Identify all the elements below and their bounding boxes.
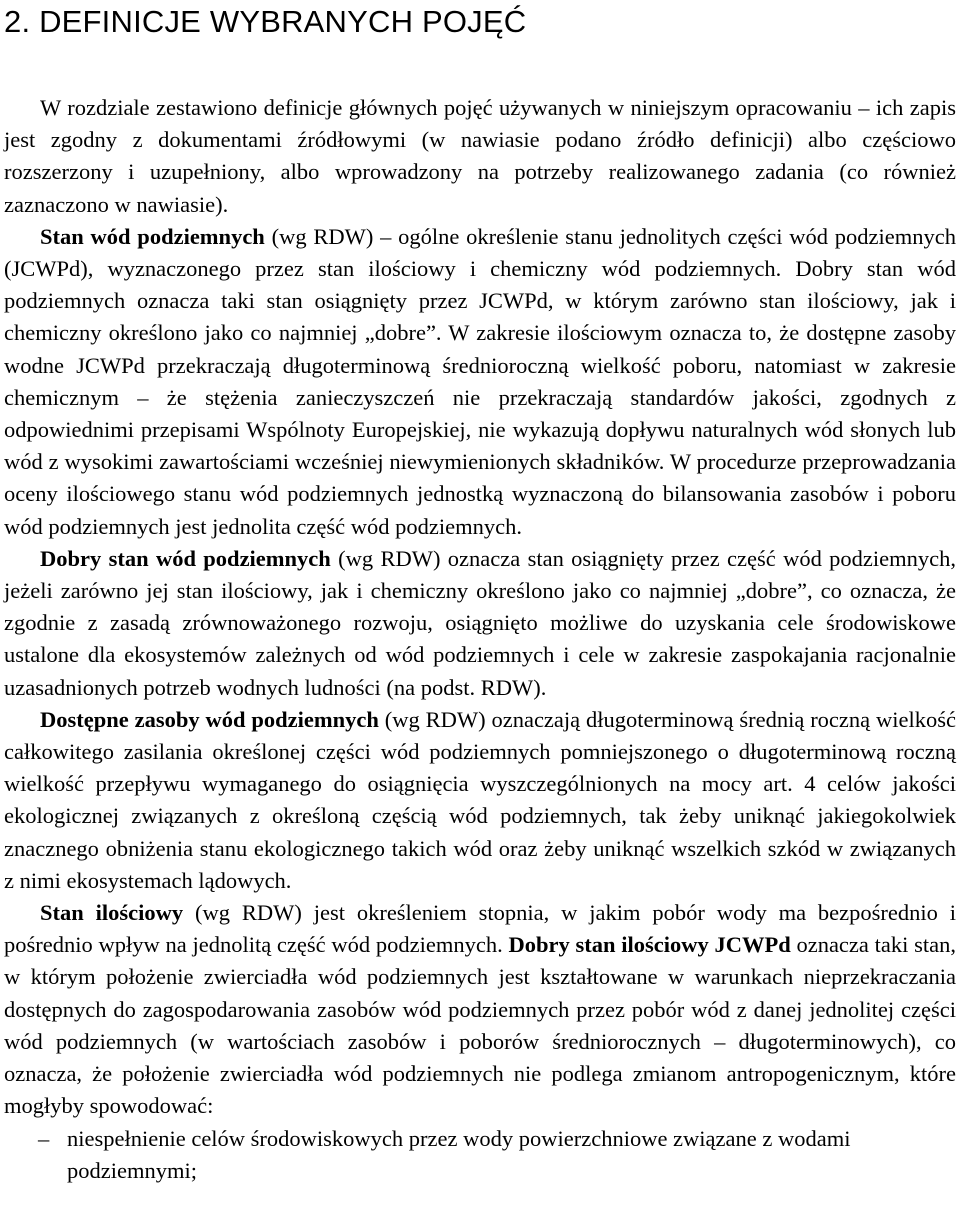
definition-term: Dostępne zasoby wód podziemnych	[40, 706, 379, 732]
intro-paragraph: W rozdziale zestawiono definicje głównych pojęć używanych w niniejszym opracowaniu – ich zapis jest zgodny z dokumentami źródłowymi (w nawiasie podano źródło definicji) albo częściowo rozszerzony i uzupełniony, albo wprowadzony na potrzeby realizowanego zadania (co również zaznaczono w nawiasie).	[4, 95, 956, 217]
definition-term: Dobry stan ilościowy JCWPd	[508, 932, 791, 958]
definition-text: (wg RDW) – ogólne określenie stanu jednolitych części wód podziemnych (JCWPd), wyznaczonego przez stan ilościowy i chemiczny wód podziemnych. Dobry stan wód podziemnych oznacza taki stan osiągnięty przez JCWPd, w którym zarówno stan ilościowy, jak i chemiczny określono jako co najmniej „dobre”. W zakresie ilościowym oznacza to, że dostępne zasoby wodne JCWPd przekraczają długoterminową średnioroczną wielkość poboru, natomiast w zakresie chemicznym – że stężenia zanieczyszczeń nie przekraczają standardów jakości, zgodnych z odpowiednimi przepisami Wspólnoty Europejskiej, nie wykazują dopływu naturalnych wód słonych lub wód z wysokimi zawartościami wcześniej niewymienionych składników. W procedurze przeprowadzania oceny ilościowego stanu wód podziemnych jednostką wyznaczoną do bilansowania zasobów i poboru wód podziemnych jest jednolita część wód podziemnych.	[4, 223, 956, 539]
definition-text: oznacza taki stan, w którym położenie zwierciadła wód podziemnych jest kształtowane w warunkach nieprzekraczania dostępnych do zagospodarowania zasobów wód podziemnych przez pobór wód z danej jednolitej części wód podziemnych (w wartościach zasobów i poborów średniorocznych – długoterminowych), co oznacza, że położenie zwierciadła wód podziemnych nie podlega zmianom antropogenicznym, które mogłyby spowodować:	[4, 932, 956, 1119]
list-dash: –	[38, 1125, 50, 1151]
section-heading: 2. DEFINICJE WYBRANYCH POJĘĆ	[4, 4, 527, 39]
definition-term: Stan ilościowy	[40, 900, 184, 926]
definition-text: (wg RDW) jest określeniem stopnia, w jakim pobór wody ma bezpośrednio i pośrednio wpływ na jednolitą część wód podziemnych.	[4, 900, 957, 958]
definition-term: Stan wód podziemnych	[40, 223, 265, 249]
definition-term: Dobry stan wód podziemnych	[40, 545, 331, 571]
definition-text: (wg RDW) oznacza stan osiągnięty przez część wód podziemnych, jeżeli zarówno jej stan ilościowy, jak i chemiczny określono jako co najmniej „dobre”, co oznacza, że zgodnie z zasadą zrównoważonego rozwoju, osiągnięto możliwe do uzyskania cele środowiskowe ustalone dla ekosystemów zależnych od wód podziemnych i cele w zakresie zaspokajania racjonalnie uzasadnionych potrzeb wodnych ludności (na podst. RDW).	[4, 545, 956, 700]
definition-paragraph	[4, 704, 956, 897]
definition-paragraph	[4, 543, 956, 704]
conditions-list	[4, 1123, 956, 1187]
definition-paragraph	[4, 897, 956, 1122]
definition-paragraph	[4, 221, 956, 543]
list-item-text: niespełnienie celów środowiskowych przez wody powierzchniowe związane z wodami podziemnymi;	[67, 1125, 851, 1183]
document-body	[4, 92, 956, 1187]
definition-text: (wg RDW) oznaczają długoterminową średnią roczną wielkość całkowitego zasilania określonej części wód podziemnych pomniejszonego o długoterminową roczną wielkość przepływu wymaganego do osiągnięcia wyszczególnionych na mocy art. 4 celów jakości ekologicznej związanych z określoną częścią wód podziemnych, tak żeby uniknąć jakiegokolwiek znacznego obniżenia stanu ekologicznego takich wód oraz żeby uniknąć wszelkich szkód w związanych z nimi ekosystemach lądowych.	[4, 706, 956, 893]
list-item	[4, 1123, 956, 1187]
